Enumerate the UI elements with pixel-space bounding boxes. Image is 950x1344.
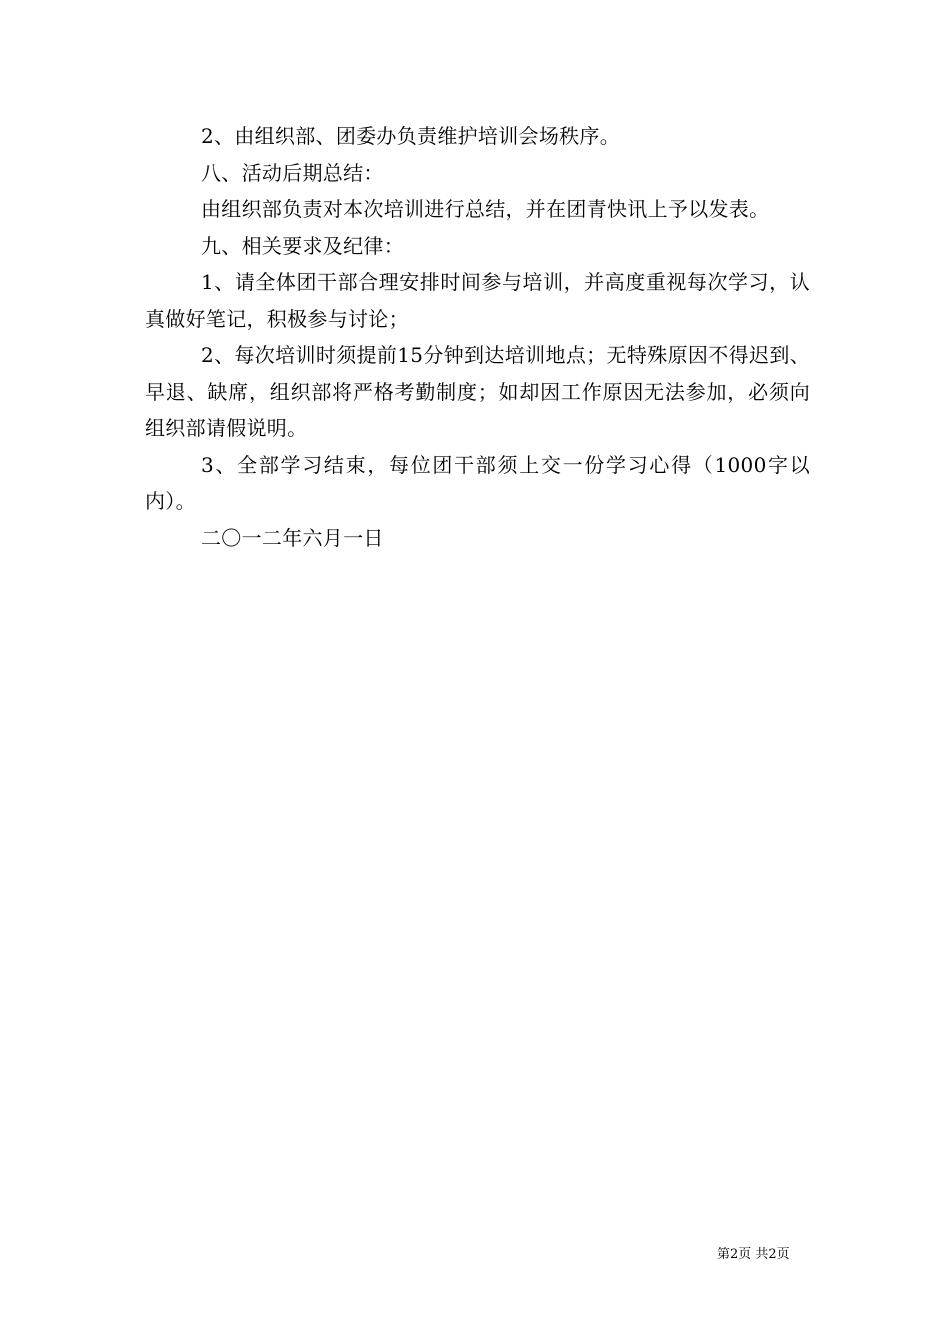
paragraph-requirement-2: 2、每次培训时须提前15分钟到达培训地点；无特殊原因不得迟到、早退、缺席，组织部将严格考勤制度；如却因工作原因无法参加，必须向组织部请假说明。	[145, 343, 810, 440]
document-date: 二〇一二年六月一日	[201, 525, 384, 550]
paragraph-requirement-3: 3、全部学习结束，每位团干部须上交一份学习心得（1000字以内）。	[145, 452, 810, 513]
paragraph-requirement-1: 1、请全体团干部合理安排时间参与培训，并高度重视每次学习，认真做好笔记，积极参与讨论；	[145, 270, 810, 331]
page-number-footer: 第2页 共2页	[717, 1247, 790, 1262]
paragraph-order-maintenance: 2、由组织部、团委办负责维护培训会场秩序。	[201, 124, 621, 148]
document-body	[145, 118, 810, 556]
heading-requirements-discipline: 九、相关要求及纪律：	[201, 233, 404, 258]
heading-post-activity-summary: 八、活动后期总结：	[201, 160, 384, 185]
paragraph-summary-publication: 由组织部负责对本次培训进行总结，并在团青快讯上予以发表。	[201, 197, 770, 221]
